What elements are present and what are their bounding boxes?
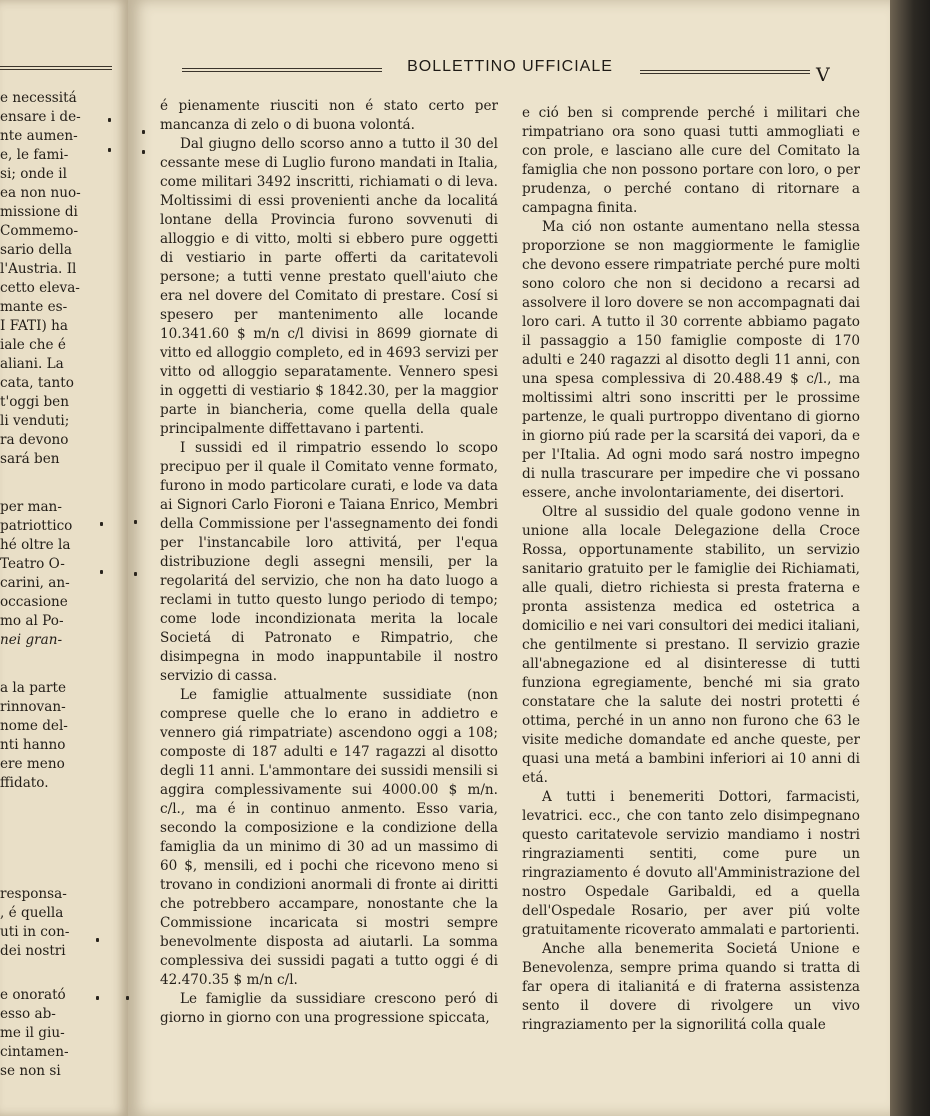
fragment-line: per man- [0,499,62,515]
binding-mark [108,148,111,152]
fragment-line: e onorató [0,987,66,1003]
fragment-line: li venduti; [0,413,70,429]
fragment-line: uti in con- [0,924,70,940]
paragraph: e ció ben si comprende perché i militari che rimpatriano ora sono quasi tutti ammogliati e con prole, e lasciano alle cure del Comitato la famiglia che non possono portare con loro, o per prudenza, o perché contano di ritornare a campagna finita. [522,105,860,216]
fragment-line: ffidato. [0,775,49,791]
fragment-line: aliani. La [0,356,64,372]
left-fragment-mid2 [0,679,118,793]
fragment-line: missione di [0,204,78,220]
article-column-left [160,97,498,1028]
fragment-line: sará ben [0,451,60,467]
header-rule-right [640,70,810,74]
fragment-line: , é quella [0,905,64,921]
fragment-line: mante es- [0,299,68,315]
fragment-line: e necessitá [0,90,77,106]
fragment-line: nome del- [0,718,68,734]
fragment-line: cintamen- [0,1044,69,1060]
left-fragment-bottom2 [0,986,118,1081]
paragraph: Anche alla benemerita Societá Unione e Benevolenza, sempre prima quando si tratta di far opera di italianitá e di fraterna assistenza sento il dovere di rivolgere un vivo ringraziamento per la signorilitá colla quale [522,941,860,1033]
paragraph: Ma ció non ostante aumentano nella stessa proporzione se non maggiormente le famiglie che devono essere rimpatriate perché pure molti sono coloro che non si decidono a recarsi ad assolvere il loro dovere se non accompagnati dai loro cari. A tutto il 30 corrente abbiamo pagato il passaggio a 150 famiglie composte di 170 adulti e 240 ragazzi al disotto degli 11 anni, con una spesa complessiva di 20.488.49 $ c/l., ma moltissimi altri sono inscritti per le prossime partenze, le quali purtroppo diventano di giorno in giorno piú rade per la scarsitá dei vapori, da e per l'Italia. Ad ogni modo sará nostro impegno di nulla trascurare per impedire che vi possano essere, anche involontariamente, dei disertori. [522,219,860,501]
fragment-line: nte aumen- [0,128,78,144]
binding-mark [142,150,145,154]
fragment-line: l'Austria. Il [0,261,77,277]
fragment-line: occasione [0,594,68,610]
page-number: V [816,64,830,86]
paragraph: Oltre al sussidio del quale godono venne in unione alla locale Delegazione della Croce Rossa, opportunamente stabilito, un servizio sanitario gratuito per le famiglie dei Richiamati, alle quali, dietro richiesta si presta fraterna e pronta assistenza medica ed ostetrica a domicilio e nei vari consultori dei medici italiani, che gentilmente si prestano. Il servizio grazie all'abnegazione ed al disinteresse di tutti funziona egregiamente, benché mi sia grato constatare che la salute dei nostri protetti é ottima, perché in un anno non furono che 63 le visite mediche domandate ed anche queste, per quasi una metá a bambini inferiori ai 10 anni di etá. [522,504,860,786]
fragment-line: iale che é [0,337,66,353]
fragment-line: nti hanno [0,737,66,753]
fragment-line: si; onde il [0,166,67,182]
fragment-line: a la parte [0,680,67,696]
fragment-line: sario della [0,242,72,258]
binding-mark [134,572,137,576]
binding-mark [108,118,111,122]
binding-mark [96,996,99,1000]
left-page-header-rule [0,66,112,70]
fragment-line: patriottico [0,518,73,534]
fragment-line: I FATI) ha [0,318,68,334]
paragraph: I sussidi ed il rimpatrio essendo lo scopo precipuo per il quale il Comitato venne formato, furono in modo particolare curati, e lode va data ai Signori Carlo Fioroni e Taiana Enrico, Membri della Commissione per l'assegnamento dei fondi per l'instancabile loro attivitá, per l'equa distribuzione degli assegni mensili, per la regolaritá del servizio, che non ha dato luogo a reclami in tutto questo lungo periodo di tempo; come lode incondizionata merita la locale Societá di Patronato e Rimpatrio, che disimpegna in modo inappuntabile il nostro servizio di cassa. [160,440,498,684]
fragment-line: ere meno [0,756,65,772]
paragraph: A tutti i benemeriti Dottori, farmacisti, levatrici. ecc., che con tanto zelo disimpegnano questo caritatevole servizio mandiamo i nostri ringraziamenti sentiti, come pure un ringraziamento é dovuto all'Amministrazione del nostro Ospedale Garibaldi, ed a quella dell'Ospedale Rosario, per aver piú volte gratuitamente ricoverato ammalati e partorienti. [522,789,860,938]
fragment-line: me il giu- [0,1025,65,1041]
fragment-line: cata, tanto [0,375,74,391]
binding-mark [126,996,129,1000]
book-edge [890,0,930,1116]
binding-mark [100,570,103,574]
paragraph: Le famiglie da sussidiare crescono peró di giorno in giorno con una progressione spiccata, [160,991,498,1026]
fragment-line: rinnovan- [0,699,66,715]
fragment-line: nei gran- [0,632,63,648]
binding-mark [142,130,145,134]
fragment-line: ea non nuo- [0,185,81,201]
binding-mark [100,522,103,526]
paragraph: é pienamente riusciti non é stato certo per mancanza di zelo o di buona volontá. [160,98,498,133]
paragraph: Dal giugno dello scorso anno a tutto il 30 del cessante mese di Luglio furono mandati in Italia, come militari 3492 inscritti, richiamati o di leva. Moltissimi di essi provenienti anche da localitá lontane della Provincia furono sovvenuti di alloggio e di vitto, molti si ebbero pure oggetti di vestiario in parte offerti da caritatevoli persone; a tutti venne prestato quell'aiuto che era nel dovere del Comitato di prestare. Cosí si spesero per mantenimento alle locande 10.341.60 $ m/n c/l divisi in 8699 giornate di vitto ed alloggio completo, ed in 4693 servizi per vitto od alloggio separatamente. Vennero spesi in oggetti di vestiario $ 1842.30, per la maggior parte in biancheria, come quella della quale principalmente diffettavano i partenti. [160,136,498,437]
fragment-line: Teatro O- [0,556,65,572]
binding-mark [96,938,99,942]
fragment-line: t'oggi ben [0,394,69,410]
fragment-line: dei nostri [0,943,66,959]
paragraph: Le famiglie attualmente sussidiate (non comprese quelle che lo erano in addietro e vennero giá rimpatriate) ascendono oggi a 108; composte di 187 adulti e 147 ragazzi al disotto degli 11 anni. L'ammontare dei sussidi mensili si aggira complessivamente sui 4000.00 $ m/n. c/l., ma é in continuo anmento. Esso varia, secondo la composizione e la condizione della famiglia da un minimo di 30 ad un massimo di 60 $, mensili, ed i pochi che ricevono meno si trovano in condizioni anormali di fronte ai diritti che potrebbero accampare, nonostante che la Commissione incaricata si mostri sempre benevolmente disposta ad aiutarli. La somma complessiva dei sussidi pagati a tutto oggi é di 42.470.35 $ m/n c/l. [160,687,498,988]
fragment-line: Commemo- [0,223,79,239]
fragment-line: cetto eleva- [0,280,80,296]
fragment-line: mo al Po- [0,613,64,629]
binding-mark [134,520,137,524]
fragment-line: carini, an- [0,575,70,591]
left-fragment-mid [0,498,118,650]
fragment-line: ensare i de- [0,109,81,125]
left-fragment-top [0,89,118,469]
fragment-line: esso ab- [0,1006,56,1022]
fragment-line: e, le fami- [0,147,69,163]
fragment-line: ra devono [0,432,69,448]
bulletin-title: BOLLETTINO UFFICIALE [407,58,613,75]
article-column-right [522,104,860,1035]
fragment-line: se non si [0,1063,61,1079]
header-rule-left [182,68,382,72]
fragment-line: hé oltre la [0,537,71,553]
left-fragment-bottom [0,885,118,961]
fragment-line: responsa- [0,886,67,902]
